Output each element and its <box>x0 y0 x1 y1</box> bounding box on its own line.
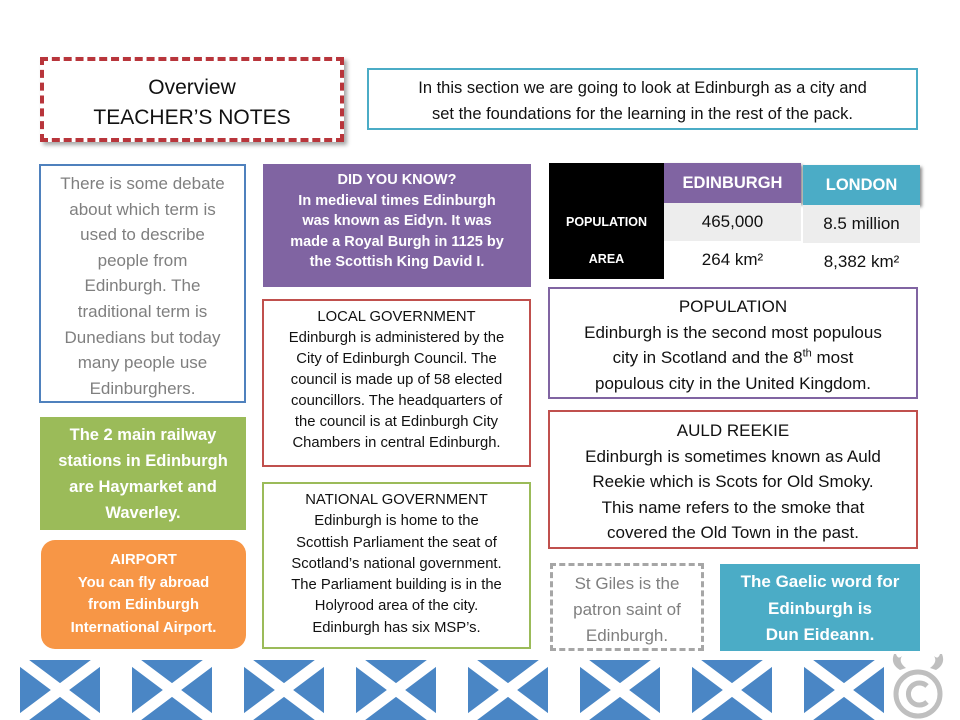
local-government-heading: LOCAL GOVERNMENT <box>317 309 476 325</box>
did-you-know-line: In medieval times Edinburgh <box>298 192 496 209</box>
national-government-line: Edinburgh is home to the <box>314 513 479 530</box>
did-you-know-line: the Scottish King David I. <box>309 254 485 270</box>
population-line-text: city in Scotland and the 8 <box>612 348 803 367</box>
local-government-line: City of Edinburgh Council. The <box>296 351 497 367</box>
railway-line: Waverley. <box>105 504 181 522</box>
auld-reekie-line: Edinburgh is sometimes known as Auld <box>585 446 881 466</box>
population-heading: POPULATION <box>678 297 788 316</box>
st-giles-line: St Giles is the <box>574 574 680 593</box>
population-line-text: most <box>811 348 854 367</box>
population-line: populous city in the United Kingdom. <box>595 373 871 393</box>
intro-box <box>367 68 918 130</box>
did-you-know-line: was known as Eidyn. It was <box>302 213 492 229</box>
column-header-edinburgh: EDINBURGH <box>664 163 801 203</box>
local-government-line: Chambers in central Edinburgh. <box>292 435 501 451</box>
cell-london-area: 8,382 km² <box>803 243 920 280</box>
gaelic-line: The Gaelic word for <box>740 572 900 591</box>
debate-line: There is some debate <box>60 174 225 193</box>
auld-reekie-line: Reekie which is Scots for Old Smoky. <box>592 472 874 492</box>
railway-line: stations in Edinburgh <box>58 452 228 470</box>
railway-line: are Haymarket and <box>69 478 217 496</box>
intro-line-1: In this section we are going to look at Edinburgh as a city and <box>418 79 867 97</box>
auld-reekie-box <box>548 410 918 549</box>
saltire-flag-icon <box>244 660 324 720</box>
local-government-line: council is made up of 58 elected <box>290 372 503 388</box>
auld-reekie-heading: AULD REEKIE <box>676 421 790 440</box>
national-government-box <box>262 482 531 649</box>
st-giles-box <box>550 563 704 651</box>
debate-line: Edinburgh. The <box>84 276 201 296</box>
intro-line-2: set the foundations for the learning in the rest of the pack. <box>431 105 854 123</box>
gaelic-line: Edinburgh is <box>768 598 872 618</box>
cell-edinburgh-area: 264 km² <box>664 241 801 279</box>
population-line <box>550 345 916 371</box>
national-government-line: The Parliament building is in the <box>291 577 502 594</box>
debate-line: Dunedians but today <box>64 327 221 347</box>
title-box <box>40 57 344 142</box>
did-you-know-line: made a Royal Burgh in 1125 by <box>290 233 504 250</box>
comparison-table <box>549 163 921 279</box>
railway-line: The 2 main railway <box>69 426 217 444</box>
saltire-flag-icon <box>20 660 100 720</box>
national-government-heading: NATIONAL GOVERNMENT <box>305 492 488 508</box>
airport-box <box>41 540 246 649</box>
did-you-know-heading: DID YOU KNOW? <box>337 172 457 188</box>
saltire-flag-icon <box>132 660 212 720</box>
national-government-line: Scotland’s national government. <box>291 555 502 572</box>
debate-line: many people use <box>77 353 208 373</box>
railway-box <box>40 417 246 530</box>
moose-copyright-logo-icon <box>886 650 950 720</box>
st-giles-line: patron saint of <box>573 600 681 619</box>
national-government-line: Holyrood area of the city. <box>314 598 479 615</box>
airport-line: You can fly abroad <box>77 574 210 591</box>
ordinal-suffix: th <box>802 347 812 360</box>
cell-london-population: 8.5 million <box>803 205 920 243</box>
gaelic-line: Dun Eideann. <box>765 625 875 644</box>
debate-line: Edinburghers. <box>89 378 196 398</box>
national-government-line: Edinburgh has six MSP’s. <box>312 619 481 636</box>
saltire-flag-icon <box>804 660 884 720</box>
debate-line: about which term is <box>69 199 216 219</box>
title-line-2: TEACHER’S NOTES <box>93 106 291 129</box>
airport-heading: AIRPORT <box>110 552 177 568</box>
saltire-flag-icon <box>468 660 548 720</box>
debate-box <box>39 164 246 403</box>
local-government-line: the council is at Edinburgh City <box>294 414 499 430</box>
local-government-line: Edinburgh is administered by the <box>288 330 505 346</box>
debate-line: traditional term is <box>77 301 208 321</box>
saltire-flag-icon <box>580 660 660 720</box>
population-line: Edinburgh is the second most populous <box>584 322 882 342</box>
auld-reekie-line: This name refers to the smoke that <box>601 497 865 517</box>
column-header-london: LONDON <box>803 165 920 205</box>
saltire-flag-strip <box>0 660 960 720</box>
national-government-line: Scottish Parliament the seat of <box>296 534 497 551</box>
airport-line: from Edinburgh <box>88 597 199 613</box>
row-label-population: POPULATION <box>565 215 648 229</box>
airport-line: International Airport. <box>70 619 217 636</box>
auld-reekie-line: covered the Old Town in the past. <box>606 523 859 543</box>
saltire-flag-icon <box>356 660 436 720</box>
local-government-line: councillors. The headquarters of <box>290 393 503 409</box>
cell-edinburgh-population: 465,000 <box>664 203 801 241</box>
debate-line: used to describe <box>80 225 205 245</box>
title-line-1: Overview <box>148 76 236 99</box>
did-you-know-box <box>263 164 531 287</box>
row-label-area: AREA <box>588 252 625 266</box>
debate-line: people from <box>97 250 188 270</box>
local-government-box <box>262 299 531 467</box>
gaelic-box <box>720 564 920 651</box>
population-box <box>548 287 918 399</box>
saltire-flag-icon <box>692 660 772 720</box>
st-giles-line: Edinburgh. <box>585 626 669 645</box>
